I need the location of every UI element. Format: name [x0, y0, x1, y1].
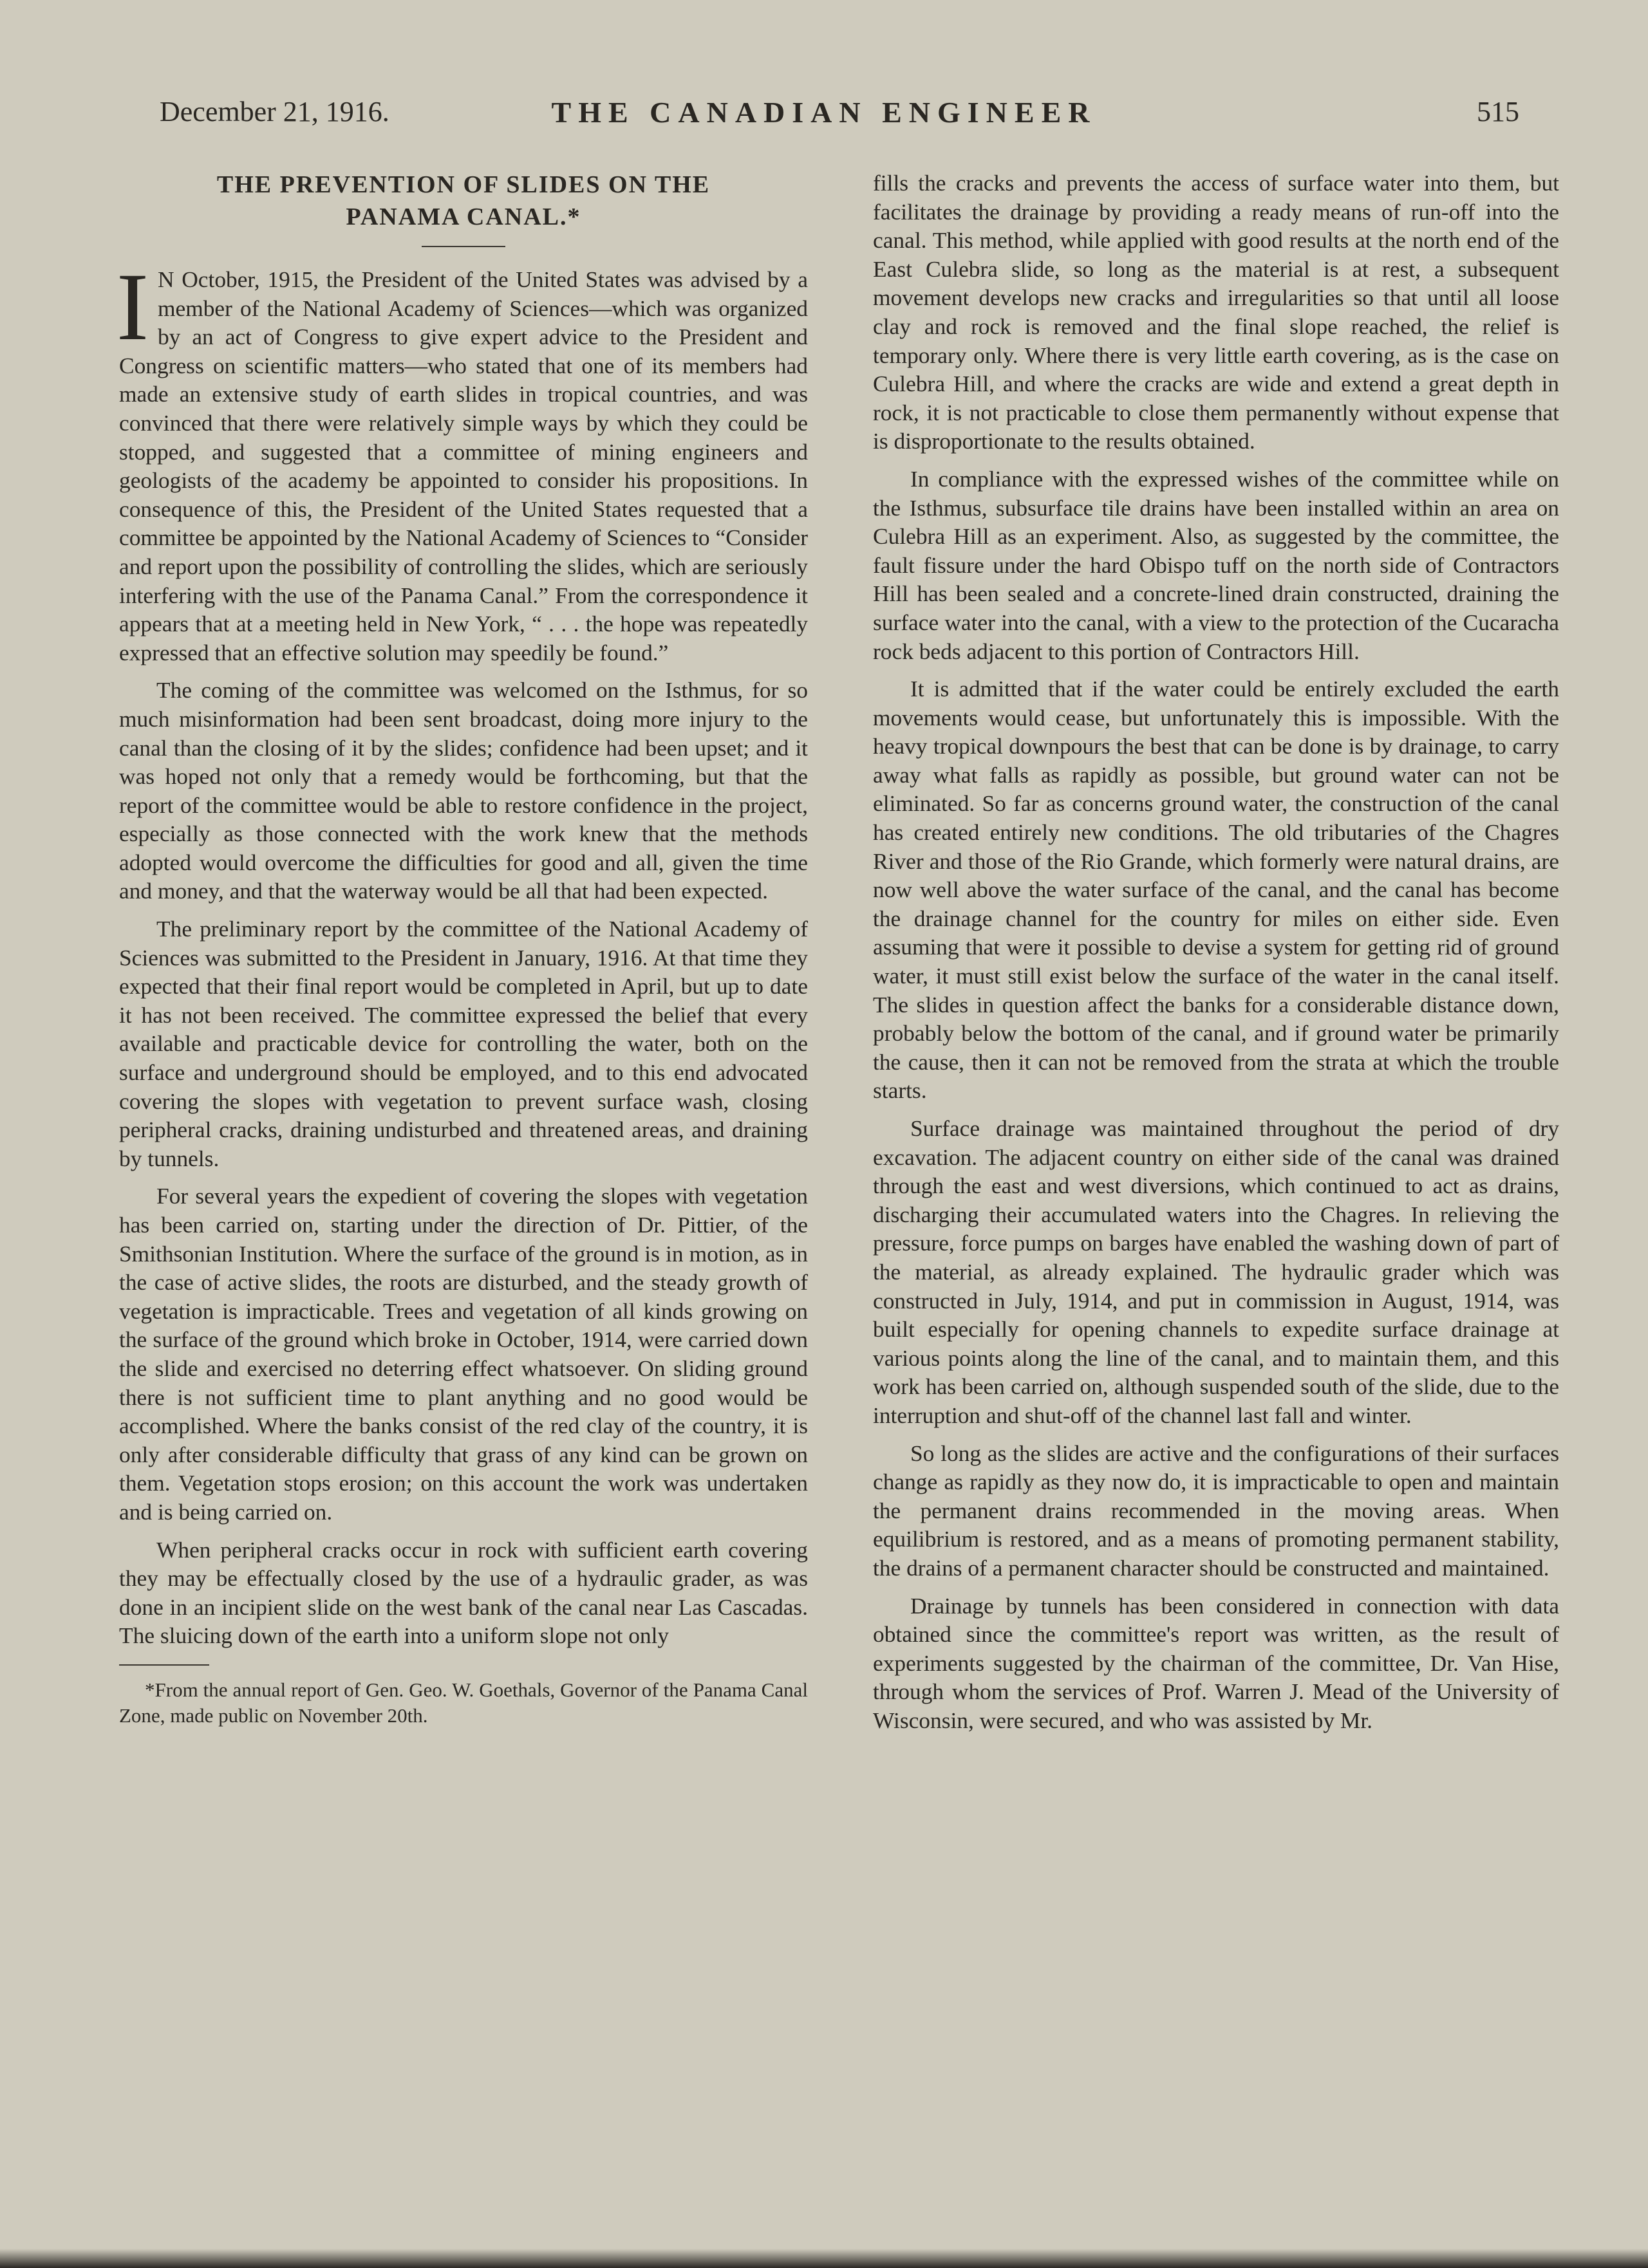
- page-number: 515: [1477, 96, 1519, 127]
- footnote-rule: [119, 1664, 209, 1666]
- footnote: *From the annual report of Gen. Geo. W. Goethals, Governor of the Panama Canal Zone, made public on November 20th.: [119, 1678, 808, 1727]
- paragraph: The coming of the committee was welcomed on the Isthmus, for so much misinformation had been sent broadcast, doing more injury to the canal than the closing of it by the slides; confidence had been upset; and it was hoped not only that a remedy would be forthcoming, but that the report of the committee would be able to restore confidence in the project, especially as those connected with the work knew that the methods adopted would overcome the difficulties for good and all, given the time and money, and that the waterway would be all that had been expected.: [119, 677, 808, 904]
- paragraph: When peripheral cracks occur in rock with sufficient earth covering they may be effectually closed by the use of a hydraulic grader, as was done in an incipient slide on the west bank of the canal near Las Cascadas. The sluicing down of the earth into a uniform slope not only: [119, 1536, 808, 1649]
- paragraph: For several years the expedient of covering the slopes with vegetation has been carried on, starting under the direction of Dr. Pittier, of the Smithsonian Institution. Where the surface of the ground is in motion, as in the case of active slides, the roots are disturbed, and the steady growth of vegetation is impracticable. Trees and vegetation of all kinds growing on the surface of the ground which broke in October, 1914, were carried down the slide and exercised no deterring effect whatsoever. On sliding ground there is not sufficient time to plant anything and no good would be accomplished. Where the banks consist of the red clay of the country, it is only after considerable difficulty that grass of any kind can be grown on them. Vegetation stops erosion; on this account the work was undertaken and is being carried on.: [119, 1183, 808, 1525]
- title-rule: [422, 246, 505, 247]
- paragraph: fills the cracks and prevents the access of surface water into them, but facilitates the drainage by providing a ready means of run-off into the canal. This method, while applied with good results at the north end of the East Culebra slide, so long as the material is at rest, a subsequent movement develops new cracks and irregularities so that until all loose clay and rock is removed and the final slope reached, the relief is temporary only. Where there is very little earth covering, as is the case on Culebra Hill, and where the cracks are wide and extend a great depth in rock, it is not practicable to close them permanently without expense that is disproportionate to the results obtained.: [873, 170, 1559, 454]
- paragraph: It is admitted that if the water could be entirely excluded the earth movements would cease, but unfortunately this is impossible. With the heavy tropical downpours the best that can be done is by drainage, to carry away what falls as rapidly as possible, but ground water can not be eliminated. So far as concerns ground water, the construction of the canal has created entirely new conditions. The old tributaries of the Chagres River and those of the Rio Grande, which formerly were natural drains, are now well above the water surface of the canal, and the canal has become the drainage channel for the country for miles on either side. Even assuming that were it possible to devise a system for getting rid of ground water, it must still exist below the surface of the water in the canal itself. The slides in question affect the banks for a considerable distance down, probably below the bottom of the canal, and if ground water be primarily the cause, then it can not be removed from the strata at which the trouble starts.: [873, 676, 1559, 1104]
- paragraph: The preliminary report by the committee of the National Academy of Sciences was submitted to the President in January, 1916. At that time they expected that their final report would be completed in April, but up to date it has not been received. The committee expressed the belief that every available and practicable device for controlling the water, both on the surface and underground should be employed, and to this end advocated covering the slopes with vegetation to prevent surface wash, closing peripheral cracks, draining undisturbed and threatened areas, and draining by tunnels.: [119, 916, 808, 1171]
- issue-date: December 21, 1916.: [160, 96, 389, 127]
- paragraph: Surface drainage was maintained throughout the period of dry excavation. The adjacent country on either side of the canal was drained through the east and west diversions, which continued to act as drains, discharging their accumulated waters into the Chagres. In relieving the pressure, force pumps on barges have enabled the washing down of part of the material, as already explained. The hydraulic grader which was constructed in July, 1914, and put in commission in August, 1914, was built especially for opening channels to expedite surface drainage at various points along the line of the canal, and to maintain them, and this work has been carried on, although suspended south of the slide, due to the interruption and shut-off of the channel last fall and winter.: [873, 1115, 1559, 1428]
- page-header: [0, 95, 1648, 140]
- paragraph: Drainage by tunnels has been considered in connection with data obtained since the committee's report was written, as the result of experiments suggested by the chairman of the committee, Dr. Van Hise, through whom the services of Prof. Warren J. Mead of the University of Wisconsin, were secured, and who was assisted by Mr.: [873, 1592, 1559, 1733]
- journal-title: THE CANADIAN ENGINEER: [551, 96, 1097, 129]
- title-line-2: PANAMA CANAL.*: [346, 203, 581, 230]
- article-title: [119, 169, 808, 233]
- left-column: [119, 169, 808, 1729]
- title-line-1: THE PREVENTION OF SLIDES ON THE: [216, 171, 711, 198]
- page-edge-shadow: [0, 2249, 1648, 2268]
- right-column: [873, 169, 1559, 1743]
- paragraph: So long as the slides are active and the configurations of their surfaces change as rapidly as they now do, it is impracticable to open and maintain the permanent drains recommended in the moving areas. When equilibrium is restored, and as a means of promoting permanent stability, the drains of a permanent character should be constructed and maintained.: [873, 1440, 1559, 1581]
- paragraph: [117, 254, 808, 667]
- paragraph: In compliance with the expressed wishes of the committee while on the Isthmus, subsurface tile drains have been installed within an area on Culebra Hill as an experiment. Also, as suggested by the committee, the fault fissure under the hard Obispo tuff on the north side of Contractors Hill has been sealed and a concrete-lined drain constructed, draining the surface water into the canal, with a view to the protection of the Cucaracha rock beds adjacent to this portion of Contractors Hill.: [873, 465, 1559, 664]
- drop-cap: I: [117, 254, 149, 360]
- paragraph-text: N October, 1915, the President of the United States was advised by a member of the National Academy of Sciences—which was organized by an act of Congress to give expert advice to the President and Congress on scientific matters—who stated that one of its members had made an extensive study of earth slides in tropical countries, and was convinced that there were relatively simple ways by which they could be stopped, and suggested that a committee of mining engineers and geologists of the academy be appointed to consider his propositions. In consequence of this, the President of the United States requested that a committee be appointed by the National Academy of Sciences to “Consider and report upon the possibility of controlling the slides, which are seriously interfering with the use of the Panama Canal.” From the correspondence it appears that at a meeting held in New York, “ . . . the hope was repeatedly expressed that an effective solution may speedily be found.”: [119, 266, 808, 665]
